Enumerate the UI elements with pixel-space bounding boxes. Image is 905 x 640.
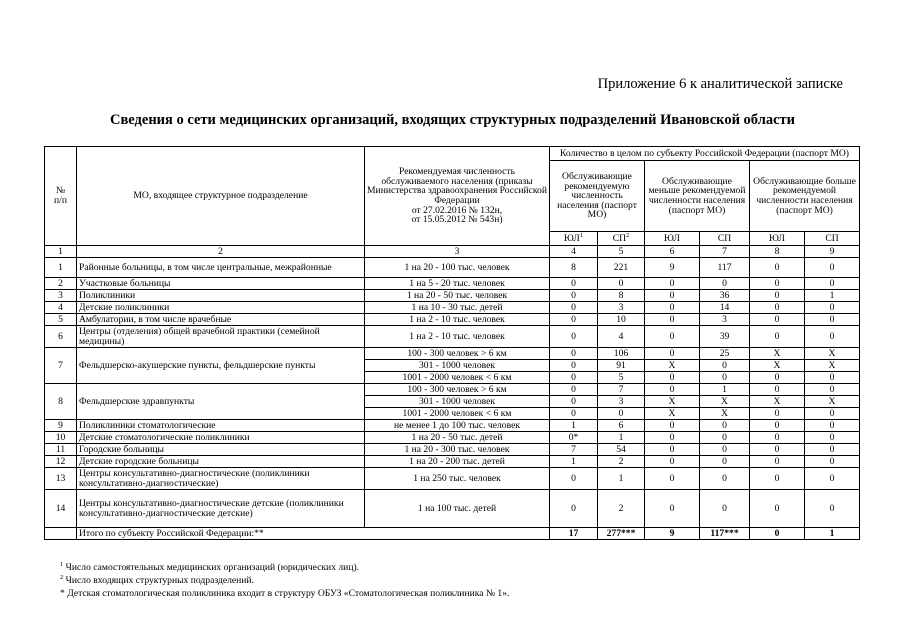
table-row <box>45 384 860 396</box>
row-value: 0 <box>700 456 750 468</box>
row-value: 25 <box>700 348 750 360</box>
row-value: 0* <box>550 432 598 444</box>
row-number: 10 <box>45 432 77 444</box>
row-number: 5 <box>45 314 77 326</box>
row-value: 1 <box>550 420 598 432</box>
footnote: $^2$ Число входящих структурных подразделений. <box>60 573 254 586</box>
row-value: 0 <box>598 278 645 290</box>
row-value: 0 <box>550 302 598 314</box>
colnum-cell: 8 <box>750 246 805 258</box>
row-value: 0 <box>805 420 860 432</box>
row-name: Детские стоматологические поликлиники <box>77 432 365 444</box>
row-value: 0 <box>805 258 860 278</box>
row-value: 1 <box>598 432 645 444</box>
row-value: 0 <box>700 360 750 372</box>
table-row <box>45 420 860 432</box>
row-name: Поликлиники стоматологические <box>77 420 365 432</box>
colnum-cell: 1 <box>45 246 77 258</box>
row-name: Фельдшерско-акушерские пункты, фельдшерские пункты <box>77 348 365 384</box>
row-value: 0 <box>750 432 805 444</box>
colnum-cell: 4 <box>550 246 598 258</box>
row-recommended: 1 на 2 - 10 тыс. человек <box>365 314 550 326</box>
row-value: 0 <box>805 326 860 348</box>
header-jul-3: ЮЛ <box>750 232 805 246</box>
row-value: 0 <box>805 432 860 444</box>
row-value: 2 <box>598 490 645 528</box>
row-number: 8 <box>45 384 77 420</box>
row-value: 0 <box>805 372 860 384</box>
row-value: 39 <box>700 326 750 348</box>
row-value: 9 <box>645 258 700 278</box>
row-value: X <box>805 396 860 408</box>
row-value: X <box>750 360 805 372</box>
row-value: 5 <box>598 372 645 384</box>
header-recommended: Рекомендуемая численность обслуживаемого населения (приказы Министерства здравоохранения Российской Федерации от 27.02.2016 № 132н, от 15.05.2012 № 543н) <box>365 147 550 246</box>
row-recommended: 1 на 5 - 20 тыс. человек <box>365 278 550 290</box>
row-value: 0 <box>550 408 598 420</box>
row-recommended: 1 на 100 тыс. детей <box>365 490 550 528</box>
row-recommended: 1 на 20 - 200 тыс. детей <box>365 456 550 468</box>
row-name: Районные больницы, в том числе центральные, межрайонные <box>77 258 365 278</box>
total-value: 117*** <box>700 528 750 540</box>
row-value: 0 <box>700 490 750 528</box>
table-row <box>45 326 860 348</box>
row-value: X <box>700 396 750 408</box>
row-number: 13 <box>45 468 77 490</box>
row-value: 6 <box>598 420 645 432</box>
row-name: Участковые больницы <box>77 278 365 290</box>
table-row <box>45 490 860 528</box>
header-group-less: Обслуживающие меньше рекомендуемой численности населения (паспорт МО) <box>645 161 750 232</box>
row-value: X <box>750 396 805 408</box>
row-value: 0 <box>750 258 805 278</box>
table-row <box>45 444 860 456</box>
row-value: 0 <box>645 314 700 326</box>
row-value: 54 <box>598 444 645 456</box>
row-value: 1 <box>550 456 598 468</box>
total-value: 9 <box>645 528 700 540</box>
footnote: * Детская стоматологическая поликлиника входит в структуру ОБУЗ «Стоматологическая поликлиника № 1». <box>60 587 510 599</box>
row-value: X <box>805 348 860 360</box>
row-value: 0 <box>700 468 750 490</box>
row-value: 7 <box>598 384 645 396</box>
colnum-cell: 9 <box>805 246 860 258</box>
row-value: X <box>805 360 860 372</box>
row-value: X <box>645 408 700 420</box>
total-label: Итого по субъекту Российской Федерации:** <box>77 528 550 540</box>
row-value: 14 <box>700 302 750 314</box>
total-value: 277*** <box>598 528 645 540</box>
row-value: 0 <box>645 432 700 444</box>
colnum-cell: 5 <box>598 246 645 258</box>
row-value: 3 <box>598 302 645 314</box>
row-value: 0 <box>598 408 645 420</box>
row-value: 91 <box>598 360 645 372</box>
row-name: Центры консультативно-диагностические (поликлиники консультативно-диагностические) <box>77 468 365 490</box>
row-value: 0 <box>805 408 860 420</box>
row-value: 7 <box>550 444 598 456</box>
row-name: Центры консультативно-диагностические детские (поликлиники консультативно-диагностические детские) <box>77 490 365 528</box>
row-name: Поликлиники <box>77 290 365 302</box>
row-value: 0 <box>700 278 750 290</box>
row-value: 0 <box>750 444 805 456</box>
header-num: № п/п <box>45 147 77 246</box>
row-value: 221 <box>598 258 645 278</box>
row-value: 8 <box>598 290 645 302</box>
row-value: X <box>750 348 805 360</box>
row-value: 0 <box>550 278 598 290</box>
row-value: 0 <box>700 372 750 384</box>
row-number: 11 <box>45 444 77 456</box>
colnum-cell: 7 <box>700 246 750 258</box>
row-name: Городские больницы <box>77 444 365 456</box>
row-value: 0 <box>750 468 805 490</box>
row-name: Фельдшерские здравпункты <box>77 384 365 420</box>
row-value: 0 <box>645 456 700 468</box>
row-value: 0 <box>700 432 750 444</box>
row-value: 0 <box>750 408 805 420</box>
row-name: Детские поликлиники <box>77 302 365 314</box>
row-value: 0 <box>750 302 805 314</box>
row-value: X <box>700 408 750 420</box>
table-row <box>45 348 860 360</box>
row-value: 1 <box>805 290 860 302</box>
row-value: 0 <box>645 420 700 432</box>
row-value: 0 <box>645 302 700 314</box>
row-value: 0 <box>645 384 700 396</box>
header-mo: МО, входящее структурное подразделение <box>77 147 365 246</box>
row-value: 0 <box>645 348 700 360</box>
table-row <box>45 258 860 278</box>
row-value: 1 <box>598 468 645 490</box>
header-group-more: Обслуживающие больше рекомендуемой численности населения (паспорт МО) <box>750 161 860 232</box>
row-name: Детские городские больницы <box>77 456 365 468</box>
row-value: 4 <box>598 326 645 348</box>
colnum-cell: 2 <box>77 246 365 258</box>
total-value: 0 <box>750 528 805 540</box>
row-value: 0 <box>645 290 700 302</box>
row-value: 3 <box>598 396 645 408</box>
appendix-note: Приложение 6 к аналитической записке <box>597 76 843 92</box>
row-recommended: 301 - 1000 человек <box>365 360 550 372</box>
row-value: 2 <box>598 456 645 468</box>
row-value: 0 <box>550 384 598 396</box>
row-recommended: 1 на 20 - 300 тыс. человек <box>365 444 550 456</box>
total-number <box>45 528 77 540</box>
row-value: 0 <box>700 444 750 456</box>
row-value: 0 <box>645 278 700 290</box>
row-number: 9 <box>45 420 77 432</box>
row-value: 0 <box>645 326 700 348</box>
row-value: 0 <box>750 314 805 326</box>
row-value: 0 <box>550 490 598 528</box>
row-name: Амбулатории, в том числе врачебные <box>77 314 365 326</box>
row-number: 3 <box>45 290 77 302</box>
row-value: 0 <box>550 348 598 360</box>
row-value: 0 <box>550 314 598 326</box>
row-value: 0 <box>805 490 860 528</box>
row-number: 1 <box>45 258 77 278</box>
row-recommended: 1 на 10 - 30 тыс. детей <box>365 302 550 314</box>
row-value: 0 <box>645 468 700 490</box>
row-value: 0 <box>750 372 805 384</box>
row-recommended: 1001 - 2000 человек < 6 км <box>365 372 550 384</box>
row-value: 0 <box>750 278 805 290</box>
table-row <box>45 290 860 302</box>
table-row <box>45 432 860 444</box>
header-total: Количество в целом по субъекту Российской Федерации (паспорт МО) <box>550 147 860 161</box>
row-value: 0 <box>805 314 860 326</box>
row-value: 0 <box>750 456 805 468</box>
table-row <box>45 302 860 314</box>
row-recommended: 1001 - 2000 человек < 6 км <box>365 408 550 420</box>
header-jul-2: ЮЛ <box>645 232 700 246</box>
row-value: 0 <box>805 384 860 396</box>
row-value: 0 <box>645 490 700 528</box>
row-value: 0 <box>550 326 598 348</box>
row-number: 6 <box>45 326 77 348</box>
table-row <box>45 314 860 326</box>
row-value: 0 <box>750 384 805 396</box>
row-value: 36 <box>700 290 750 302</box>
row-value: 0 <box>550 290 598 302</box>
row-recommended: не менее 1 до 100 тыс. человек <box>365 420 550 432</box>
total-value: 17 <box>550 528 598 540</box>
row-value: 0 <box>750 326 805 348</box>
colnum-cell: 3 <box>365 246 550 258</box>
colnum-cell: 6 <box>645 246 700 258</box>
row-value: 0 <box>805 302 860 314</box>
row-value: 3 <box>700 314 750 326</box>
row-value: 106 <box>598 348 645 360</box>
row-value: 0 <box>700 420 750 432</box>
row-value: 0 <box>805 444 860 456</box>
row-value: X <box>645 396 700 408</box>
header-group-recommended: Обслуживающие рекомендуемую численность населения (паспорт МО) <box>550 161 645 232</box>
row-number: 7 <box>45 348 77 384</box>
row-value: 10 <box>598 314 645 326</box>
row-value: 0 <box>550 360 598 372</box>
row-recommended: 1 на 20 - 50 тыс. детей <box>365 432 550 444</box>
header-sp-1: $СП^2$ <box>598 232 645 246</box>
row-value: 0 <box>550 468 598 490</box>
row-recommended: 301 - 1000 человек <box>365 396 550 408</box>
row-value: 0 <box>645 372 700 384</box>
row-value: X <box>645 360 700 372</box>
row-value: 0 <box>750 290 805 302</box>
row-value: 0 <box>550 372 598 384</box>
footnote: $^1$ Число самостоятельных медицинских организаций (юридических лиц). <box>60 560 360 573</box>
row-value: 1 <box>700 384 750 396</box>
header-sp-2: СП <box>700 232 750 246</box>
header-sp-3: СП <box>805 232 860 246</box>
column-numbers-row <box>45 246 860 258</box>
row-recommended: 1 на 250 тыс. человек <box>365 468 550 490</box>
row-number: 12 <box>45 456 77 468</box>
row-value: 0 <box>805 456 860 468</box>
table-row <box>45 468 860 490</box>
row-number: 4 <box>45 302 77 314</box>
footnotes <box>60 562 509 601</box>
row-value: 117 <box>700 258 750 278</box>
row-value: 8 <box>550 258 598 278</box>
row-value: 0 <box>750 490 805 528</box>
row-name: Центры (отделения) общей врачебной практики (семейной медицины) <box>77 326 365 348</box>
row-recommended: 1 на 20 - 50 тыс. человек <box>365 290 550 302</box>
row-recommended: 100 - 300 человек > 6 км <box>365 384 550 396</box>
row-number: 14 <box>45 490 77 528</box>
table-row <box>45 456 860 468</box>
row-recommended: 100 - 300 человек > 6 км <box>365 348 550 360</box>
row-number: 2 <box>45 278 77 290</box>
row-value: 0 <box>805 468 860 490</box>
document-title: Сведения о сети медицинских организаций, входящих структурных подразделений Ивановской области <box>110 112 795 128</box>
total-row <box>45 528 860 540</box>
header-jul-1: $ЮЛ^1$ <box>550 232 598 246</box>
row-value: 0 <box>645 444 700 456</box>
row-recommended: 1 на 2 - 10 тыс. человек <box>365 326 550 348</box>
organizations-table <box>44 146 860 540</box>
table-row <box>45 278 860 290</box>
row-value: 0 <box>550 396 598 408</box>
row-recommended: 1 на 20 - 100 тыс. человек <box>365 258 550 278</box>
row-value: 0 <box>750 420 805 432</box>
row-value: 0 <box>805 278 860 290</box>
total-value: 1 <box>805 528 860 540</box>
